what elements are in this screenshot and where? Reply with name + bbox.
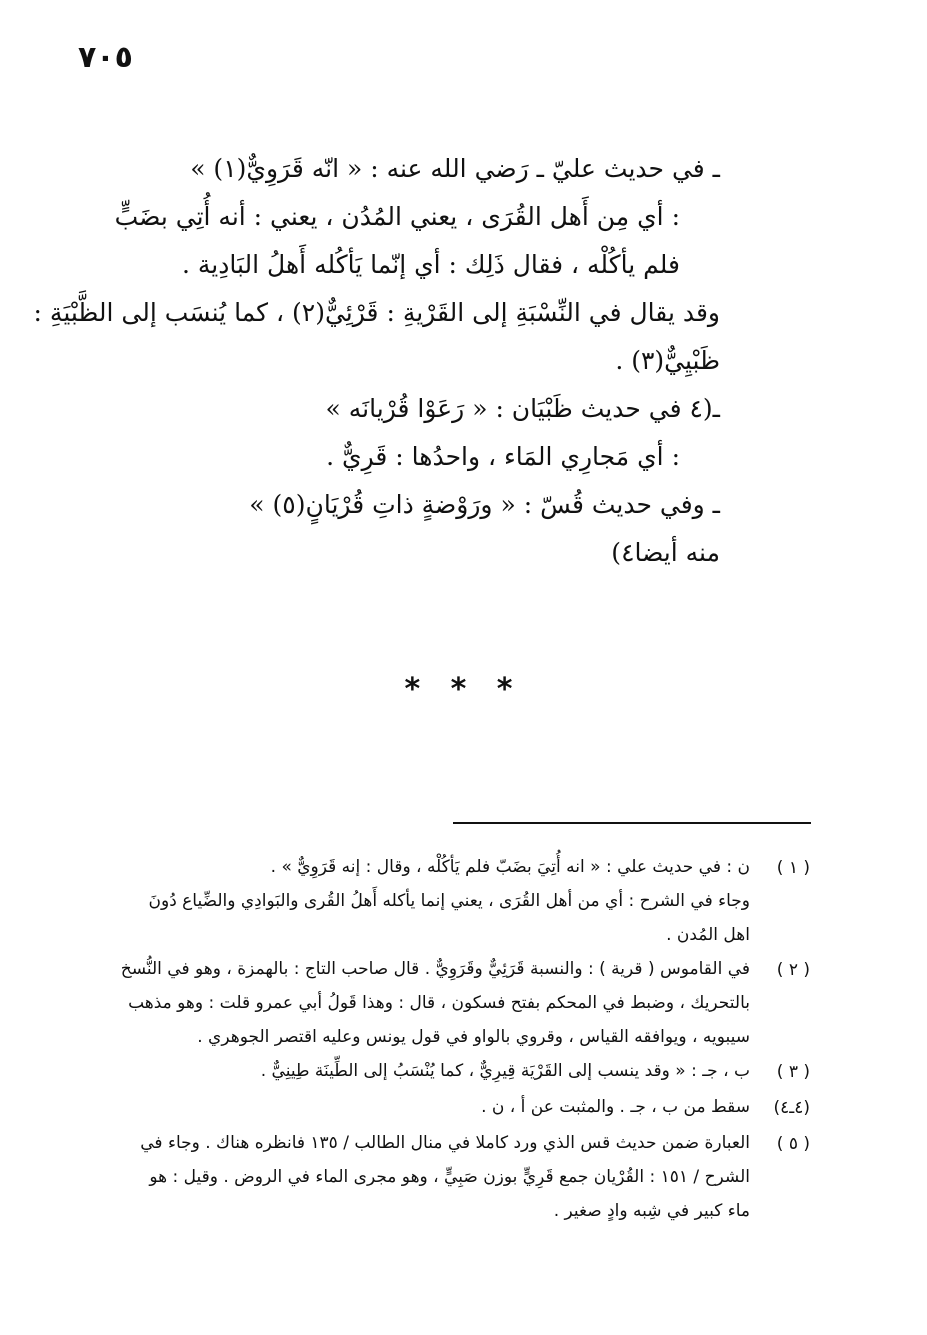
footnote-line: وجاء في الشرح : أي من أهل القُرَى ، يعني إنما يأكله أَهلُ القُرى والبَوادِي والضِّياع دُونَ bbox=[148, 891, 750, 911]
footnote-line: سقط من ب ، جـ . والمثبت عن أ ، ن . bbox=[481, 1097, 750, 1117]
main-line: : أي مِن أَهل القُرَى ، يعني المُدُن ، يعني : أنه أُتِي بضَبٍّ bbox=[114, 202, 680, 231]
main-text bbox=[33, 145, 720, 577]
footnote-line: ن : في حديث علي : « انه أُتِيَ بضَبّ فلم يَأكُلْه ، وقال : إنه قَرَوِيٌّ » . bbox=[270, 857, 750, 877]
main-line: ـ وفي حديث قُسّ : « ورَوْضةٍ ذاتِ قُرْيَانٍ(٥) » bbox=[249, 490, 720, 519]
main-line: منه أيضا٤) bbox=[611, 538, 720, 567]
footnote bbox=[60, 850, 810, 952]
footnote-body bbox=[60, 1090, 750, 1124]
footnote-line: ماء كبير في شِبه وادٍ صغير . bbox=[553, 1201, 750, 1221]
section-separator: * * * bbox=[404, 672, 523, 707]
main-line: ـ في حديث عليّ ـ رَضي الله عنه : « انّه قَرَوِيٌّ(١) » bbox=[190, 154, 720, 183]
footnote-line: ب ، جـ : « وقد ينسب إلى القَرْيَة قِيرِيٌّ ، كما يُنْسَبُ إلى الطِّينَة طِينِيٌّ . bbox=[260, 1061, 750, 1081]
footnote-body bbox=[60, 1126, 750, 1228]
footnote-body bbox=[60, 850, 750, 952]
footnote-marker: ( ٢ ) bbox=[776, 960, 810, 980]
footnote-line: العبارة ضمن حديث قس الذي ورد كاملا في منال الطالب / ١٣٥ فانظره هناك . وجاء في bbox=[140, 1133, 750, 1153]
footnotes bbox=[60, 850, 810, 1228]
footnote-marker: ( ٥ ) bbox=[776, 1134, 810, 1154]
main-line: وقد يقال في النِّسْبَةِ إلى القَرْيةِ : قَرْئِيٌّ(٢) ، كما يُنسَب إلى الظَّبْيَةِ : bbox=[33, 298, 720, 327]
footnote-marker: ( ٣ ) bbox=[776, 1062, 810, 1082]
footnote-line: اهل المُدن . bbox=[666, 925, 750, 945]
footnote-line: بالتحريك ، وضبط في المحكم بفتح فسكون ، قال : وهذا قَولُ أبي عمرو قلت : وهو مذهب bbox=[128, 993, 750, 1013]
page-number: ٧٠٥ bbox=[78, 40, 133, 75]
footnote-marker: ( ١ ) bbox=[776, 858, 810, 878]
footnote-line: الشرح / ١٥١ : القُرْيان جمع قَرِيٍّ بوزن صَبِيٍّ ، وهو مجرى الماء في الروض . وقيل : هو bbox=[149, 1167, 750, 1187]
main-line: ـ(٤ في حديث ظَبْيَان : « رَعَوْا قُرْيانَه » bbox=[325, 394, 720, 423]
main-line: : أي مَجارِي المَاء ، واحدُها : قَرِيٌّ . bbox=[326, 442, 680, 471]
main-line: فلم يأكُلْه ، فقال ذَلِك : أي إنّما يَأكُله أَهلُ البَادِية . bbox=[182, 250, 680, 279]
footnote-line: في القاموس ( قرية ) : والنسبة قَرَئِيٌّ وقَرَوِيٌّ . قال صاحب التاج : بالهمزة ، وهو في النُّسخ bbox=[120, 959, 750, 979]
footnote-divider bbox=[453, 822, 811, 824]
footnote-marker: (٤ـ٤) bbox=[773, 1098, 810, 1118]
footnote bbox=[60, 1054, 810, 1090]
footnote-body bbox=[60, 1054, 750, 1088]
footnote bbox=[60, 952, 810, 1054]
footnote bbox=[60, 1126, 810, 1228]
footnote-line: سيبويه ، ويوافقه القياس ، وقروي بالواو في قول يونس وعليه اقتصر الجوهري . bbox=[197, 1027, 750, 1047]
main-line: ظَبْيِيٌّ(٣) . bbox=[615, 346, 720, 375]
footnote-body bbox=[60, 952, 750, 1054]
footnote bbox=[60, 1090, 810, 1126]
